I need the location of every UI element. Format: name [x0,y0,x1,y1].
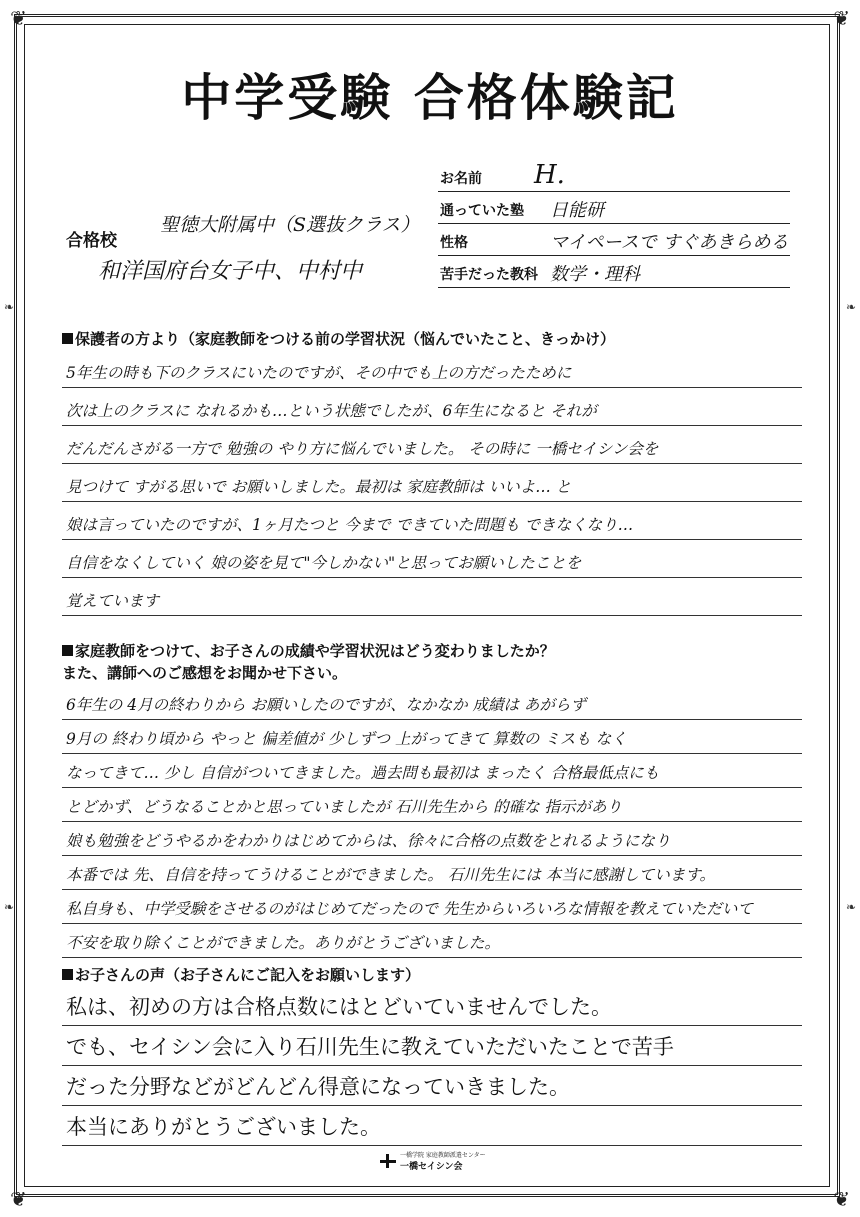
edge-ornament-icon: ❧ [845,300,856,314]
list-item: 私は、初めの方は合格点数にはとどいていませんでした。 [62,986,802,1026]
school-label: 合格校 [66,231,117,251]
school-primary: 聖徳大附属中（S選抜クラス） [160,214,420,236]
list-item: 娘は言っていたのですが、1ヶ月たつと 今まで できていた問題も できなくなり… [62,502,802,540]
corner-ornament-icon: ❦ [833,1187,850,1211]
list-item: 6年生の 4月の終わりから お願いしたのですが、なかなか 成績は あがらず [62,686,802,720]
parent-section-heading: 保護者の方より（家庭教師をつける前の学習状況（悩んでいたこと、きっかけ） [62,328,615,350]
list-item: 娘も勉強をどうやるかをわかりはじめてからは、徐々に合格の点数をとれるようになり [62,822,802,856]
weak-subjects-value: 数学・理科 [550,264,640,285]
list-item: なってきて… 少し 自信がついてきました。過去問も最初は まったく 合格最低点にも [62,754,802,788]
square-bullet-icon [62,645,73,656]
list-item: 私自身も、中学受験をさせるのがはじめてだったので 先生からいろいろな情報を教えていただいて [62,890,802,924]
info-row-personality [438,228,790,256]
child-comment-lines [62,986,802,1146]
list-item: 本当にありがとうございました。 [62,1106,802,1146]
footer-logo [380,1150,486,1174]
footer-subtext: 一橋学院 家庭教師派遣センター [400,1152,486,1159]
list-item: 見つけて すがる思いで お願いしました。最初は 家庭教師は いいよ… と [62,464,802,502]
juku-label: 通っていた塾 [440,203,524,219]
child-section-heading: お子さんの声（お子さんにご記入をお願いします） [62,964,420,986]
list-item: 5年生の時も下のクラスにいたのですが、その中でも上の方だったために [62,350,802,388]
logo-mark-icon [380,1154,396,1168]
corner-ornament-icon: ❦ [833,6,850,30]
progress-section-heading: 家庭教師をつけて、お子さんの成績や学習状況はどう変わりましたか？ また、講師へのご感想をお聞かせ下さい。 [62,642,555,682]
list-item: 次は上のクラスに なれるかも…という状態でしたが、6年生になると それが [62,388,802,426]
name-value: H. [534,160,565,190]
edge-ornament-icon: ❧ [4,300,15,314]
info-row-juku [438,196,790,224]
list-item: 本番では 先、自信を持ってうけることができました。 石川先生には 本当に感謝しています。 [62,856,802,890]
page-title: 中学受験 合格体験記 [181,69,679,127]
list-item: とどかず、どうなることかと思っていましたが 石川先生から 的確な 指示があり [62,788,802,822]
list-item: 9月の 終わり頃から やっと 偏差値が 少しずつ 上がってきて 算数の ミスも なく [62,720,802,754]
parent-comment-lines [62,350,802,616]
name-label: お名前 [440,171,482,187]
edge-ornament-icon: ❧ [845,900,856,914]
edge-ornament-icon: ❧ [4,900,15,914]
list-item: 不安を取り除くことができました。ありがとうございました。 [62,924,802,958]
list-item: だった分野などがどんどん得意になっていきました。 [62,1066,802,1106]
list-item: だんだんさがる一方で 勉強の やり方に悩んでいました。 その時に 一橋セイシン会を [62,426,802,464]
juku-value: 日能研 [550,200,604,221]
progress-comment-lines [62,686,802,958]
corner-ornament-icon: ❦ [10,6,27,30]
corner-ornament-icon: ❦ [10,1187,27,1211]
list-item: 自信をなくしていく 娘の姿を見て"今しかない"と思ってお願いしたことを [62,540,802,578]
school-others: 和洋国府台女子中、中村中 [98,259,363,284]
personality-label: 性格 [440,235,468,251]
personality-value: マイペースで すぐあきらめる [550,232,789,253]
weak-subjects-label: 苦手だった教科 [440,267,538,283]
square-bullet-icon [62,969,73,980]
list-item: 覚えています [62,578,802,616]
footer-logo-text: 一橋セイシン会 [400,1162,463,1172]
square-bullet-icon [62,333,73,344]
info-row-name [438,160,790,192]
info-row-weak-subjects [438,260,790,288]
list-item: でも、セイシン会に入り石川先生に教えていただいたことで苦手 [62,1026,802,1066]
